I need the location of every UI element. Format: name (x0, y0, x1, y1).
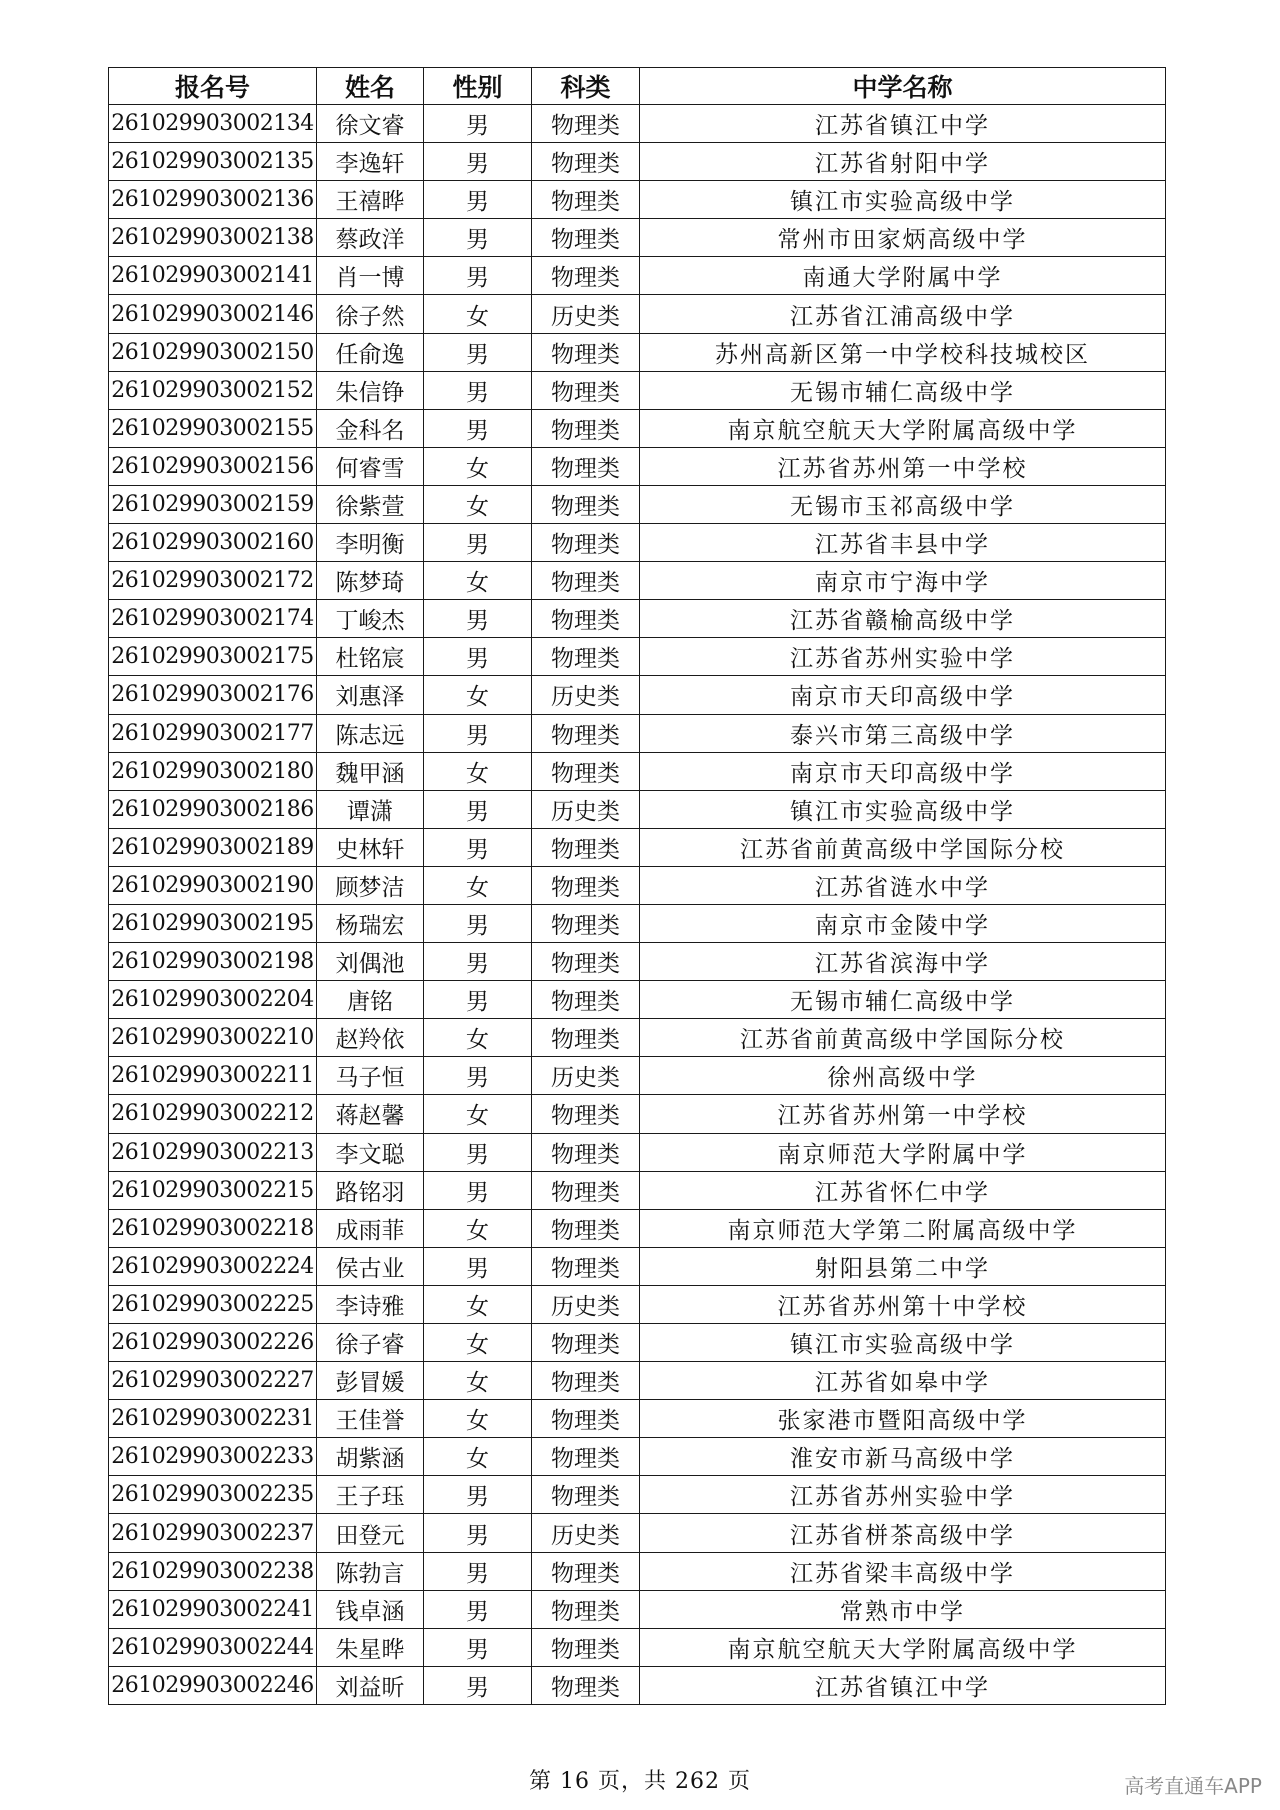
school-name-cell: 江苏省镇江中学 (640, 105, 1166, 143)
table-row (109, 714, 1166, 752)
gender-cell: 男 (424, 181, 532, 219)
admission-roster-table (108, 67, 1166, 1705)
table-row (109, 1666, 1166, 1704)
gender-cell: 男 (424, 1133, 532, 1171)
student-name-cell: 肖一博 (317, 257, 424, 295)
registration-number-cell: 261029903002195 (109, 904, 317, 942)
student-name-cell: 陈勃言 (317, 1552, 424, 1590)
school-name-cell: 南京航空航天大学附属高级中学 (640, 1628, 1166, 1666)
table-row (109, 600, 1166, 638)
table-row (109, 1476, 1166, 1514)
student-name-cell: 徐紫萱 (317, 485, 424, 523)
school-name-cell: 江苏省梁丰高级中学 (640, 1552, 1166, 1590)
table-body (109, 105, 1166, 1705)
student-name-cell: 徐子然 (317, 295, 424, 333)
subject-track-cell: 历史类 (532, 295, 640, 333)
gender-cell: 女 (424, 1324, 532, 1362)
school-name-cell: 射阳县第二中学 (640, 1247, 1166, 1285)
student-name-cell: 蔡政洋 (317, 219, 424, 257)
student-name-cell: 田登元 (317, 1514, 424, 1552)
subject-track-cell: 物理类 (532, 943, 640, 981)
registration-number-cell: 261029903002176 (109, 676, 317, 714)
subject-track-cell: 历史类 (532, 676, 640, 714)
school-name-cell: 江苏省苏州实验中学 (640, 1476, 1166, 1514)
table-row (109, 105, 1166, 143)
header-registration-number: 报名号 (109, 68, 317, 105)
gender-cell: 男 (424, 143, 532, 181)
registration-number-cell: 261029903002152 (109, 371, 317, 409)
subject-track-cell: 物理类 (532, 600, 640, 638)
table-row (109, 981, 1166, 1019)
table-row (109, 524, 1166, 562)
student-name-cell: 刘惠泽 (317, 676, 424, 714)
school-name-cell: 江苏省滨海中学 (640, 943, 1166, 981)
registration-number-cell: 261029903002136 (109, 181, 317, 219)
school-name-cell: 江苏省苏州第一中学校 (640, 447, 1166, 485)
school-name-cell: 江苏省怀仁中学 (640, 1171, 1166, 1209)
table-header (109, 68, 1166, 105)
school-name-cell: 常州市田家炳高级中学 (640, 219, 1166, 257)
registration-number-cell: 261029903002135 (109, 143, 317, 181)
gender-cell: 男 (424, 1057, 532, 1095)
gender-cell: 男 (424, 1590, 532, 1628)
table-row (109, 1590, 1166, 1628)
school-name-cell: 南京师范大学第二附属高级中学 (640, 1209, 1166, 1247)
gender-cell: 女 (424, 1438, 532, 1476)
school-name-cell: 南京市宁海中学 (640, 562, 1166, 600)
student-name-cell: 杜铭宸 (317, 638, 424, 676)
gender-cell: 男 (424, 1514, 532, 1552)
table-row (109, 790, 1166, 828)
registration-number-cell: 261029903002227 (109, 1362, 317, 1400)
subject-track-cell: 物理类 (532, 1095, 640, 1133)
school-name-cell: 江苏省苏州第一中学校 (640, 1095, 1166, 1133)
subject-track-cell: 物理类 (532, 447, 640, 485)
header-row (109, 68, 1166, 105)
school-name-cell: 淮安市新马高级中学 (640, 1438, 1166, 1476)
registration-number-cell: 261029903002224 (109, 1247, 317, 1285)
subject-track-cell: 物理类 (532, 1400, 640, 1438)
registration-number-cell: 261029903002233 (109, 1438, 317, 1476)
gender-cell: 男 (424, 600, 532, 638)
school-name-cell: 江苏省射阳中学 (640, 143, 1166, 181)
registration-number-cell: 261029903002190 (109, 866, 317, 904)
subject-track-cell: 物理类 (532, 257, 640, 295)
registration-number-cell: 261029903002212 (109, 1095, 317, 1133)
table-row (109, 828, 1166, 866)
subject-track-cell: 物理类 (532, 1552, 640, 1590)
school-name-cell: 徐州高级中学 (640, 1057, 1166, 1095)
subject-track-cell: 物理类 (532, 1019, 640, 1057)
school-name-cell: 南京师范大学附属中学 (640, 1133, 1166, 1171)
subject-track-cell: 物理类 (532, 1133, 640, 1171)
gender-cell: 女 (424, 1019, 532, 1057)
school-name-cell: 南通大学附属中学 (640, 257, 1166, 295)
subject-track-cell: 历史类 (532, 1057, 640, 1095)
student-name-cell: 金科名 (317, 409, 424, 447)
gender-cell: 男 (424, 371, 532, 409)
registration-number-cell: 261029903002241 (109, 1590, 317, 1628)
school-name-cell: 南京市金陵中学 (640, 904, 1166, 942)
school-name-cell: 南京市天印高级中学 (640, 676, 1166, 714)
registration-number-cell: 261029903002146 (109, 295, 317, 333)
student-name-cell: 朱星晔 (317, 1628, 424, 1666)
registration-number-cell: 261029903002218 (109, 1209, 317, 1247)
gender-cell: 男 (424, 943, 532, 981)
subject-track-cell: 物理类 (532, 1171, 640, 1209)
subject-track-cell: 物理类 (532, 1666, 640, 1704)
student-name-cell: 马子恒 (317, 1057, 424, 1095)
subject-track-cell: 物理类 (532, 1209, 640, 1247)
subject-track-cell: 物理类 (532, 752, 640, 790)
student-name-cell: 陈梦琦 (317, 562, 424, 600)
gender-cell: 男 (424, 828, 532, 866)
subject-track-cell: 历史类 (532, 790, 640, 828)
table-row (109, 143, 1166, 181)
table-row (109, 1514, 1166, 1552)
student-name-cell: 丁峻杰 (317, 600, 424, 638)
gender-cell: 男 (424, 638, 532, 676)
school-name-cell: 江苏省镇江中学 (640, 1666, 1166, 1704)
table-row (109, 1362, 1166, 1400)
subject-track-cell: 物理类 (532, 1324, 640, 1362)
table-row (109, 1285, 1166, 1323)
table-row (109, 371, 1166, 409)
subject-track-cell: 物理类 (532, 371, 640, 409)
subject-track-cell: 物理类 (532, 485, 640, 523)
registration-number-cell: 261029903002235 (109, 1476, 317, 1514)
subject-track-cell: 物理类 (532, 1476, 640, 1514)
gender-cell: 男 (424, 714, 532, 752)
school-name-cell: 无锡市辅仁高级中学 (640, 371, 1166, 409)
table-row (109, 1019, 1166, 1057)
watermark: 高考直通车APP (1124, 1774, 1262, 1798)
gender-cell: 女 (424, 1095, 532, 1133)
table-row (109, 1095, 1166, 1133)
school-name-cell: 泰兴市第三高级中学 (640, 714, 1166, 752)
page-number: 第 16 页，共 262 页 (529, 1769, 751, 1794)
registration-number-cell: 261029903002225 (109, 1285, 317, 1323)
gender-cell: 男 (424, 1247, 532, 1285)
registration-number-cell: 261029903002141 (109, 257, 317, 295)
subject-track-cell: 物理类 (532, 1590, 640, 1628)
table-row (109, 1171, 1166, 1209)
subject-track-cell: 物理类 (532, 181, 640, 219)
subject-track-cell: 物理类 (532, 143, 640, 181)
gender-cell: 男 (424, 409, 532, 447)
subject-track-cell: 物理类 (532, 219, 640, 257)
registration-number-cell: 261029903002175 (109, 638, 317, 676)
registration-number-cell: 261029903002215 (109, 1171, 317, 1209)
gender-cell: 女 (424, 1285, 532, 1323)
student-name-cell: 赵羚依 (317, 1019, 424, 1057)
student-name-cell: 徐文睿 (317, 105, 424, 143)
subject-track-cell: 物理类 (532, 1628, 640, 1666)
gender-cell: 女 (424, 1209, 532, 1247)
header-subject-track: 科类 (532, 68, 640, 105)
registration-number-cell: 261029903002160 (109, 524, 317, 562)
student-name-cell: 李明衡 (317, 524, 424, 562)
subject-track-cell: 物理类 (532, 714, 640, 752)
school-name-cell: 苏州高新区第一中学校科技城校区 (640, 333, 1166, 371)
gender-cell: 女 (424, 485, 532, 523)
table-row (109, 752, 1166, 790)
registration-number-cell: 261029903002244 (109, 1628, 317, 1666)
gender-cell: 男 (424, 333, 532, 371)
gender-cell: 女 (424, 752, 532, 790)
school-name-cell: 江苏省涟水中学 (640, 866, 1166, 904)
table-row (109, 447, 1166, 485)
student-name-cell: 刘益昕 (317, 1666, 424, 1704)
student-name-cell: 侯古业 (317, 1247, 424, 1285)
school-name-cell: 南京市天印高级中学 (640, 752, 1166, 790)
student-name-cell: 胡紫涵 (317, 1438, 424, 1476)
gender-cell: 男 (424, 790, 532, 828)
student-name-cell: 王禧晔 (317, 181, 424, 219)
gender-cell: 男 (424, 904, 532, 942)
table-row (109, 1057, 1166, 1095)
gender-cell: 男 (424, 219, 532, 257)
registration-number-cell: 261029903002155 (109, 409, 317, 447)
student-name-cell: 成雨菲 (317, 1209, 424, 1247)
gender-cell: 女 (424, 1400, 532, 1438)
registration-number-cell: 261029903002177 (109, 714, 317, 752)
registration-number-cell: 261029903002231 (109, 1400, 317, 1438)
registration-number-cell: 261029903002238 (109, 1552, 317, 1590)
registration-number-cell: 261029903002226 (109, 1324, 317, 1362)
subject-track-cell: 物理类 (532, 1438, 640, 1476)
registration-number-cell: 261029903002134 (109, 105, 317, 143)
registration-number-cell: 261029903002237 (109, 1514, 317, 1552)
table-row (109, 562, 1166, 600)
student-name-cell: 钱卓涵 (317, 1590, 424, 1628)
table-row (109, 1209, 1166, 1247)
school-name-cell: 无锡市玉祁高级中学 (640, 485, 1166, 523)
student-name-cell: 李文聪 (317, 1133, 424, 1171)
subject-track-cell: 物理类 (532, 981, 640, 1019)
subject-track-cell: 历史类 (532, 1514, 640, 1552)
school-name-cell: 江苏省丰县中学 (640, 524, 1166, 562)
gender-cell: 男 (424, 981, 532, 1019)
subject-track-cell: 物理类 (532, 409, 640, 447)
gender-cell: 女 (424, 1362, 532, 1400)
registration-number-cell: 261029903002213 (109, 1133, 317, 1171)
gender-cell: 女 (424, 676, 532, 714)
school-name-cell: 常熟市中学 (640, 1590, 1166, 1628)
student-name-cell: 王佳誉 (317, 1400, 424, 1438)
gender-cell: 女 (424, 562, 532, 600)
registration-number-cell: 261029903002211 (109, 1057, 317, 1095)
registration-number-cell: 261029903002172 (109, 562, 317, 600)
registration-number-cell: 261029903002174 (109, 600, 317, 638)
table-row (109, 904, 1166, 942)
table-row (109, 866, 1166, 904)
registration-number-cell: 261029903002159 (109, 485, 317, 523)
subject-track-cell: 物理类 (532, 638, 640, 676)
student-name-cell: 蒋赵馨 (317, 1095, 424, 1133)
student-name-cell: 路铭羽 (317, 1171, 424, 1209)
gender-cell: 男 (424, 1666, 532, 1704)
school-name-cell: 江苏省苏州实验中学 (640, 638, 1166, 676)
table-row (109, 1438, 1166, 1476)
student-name-cell: 唐铭 (317, 981, 424, 1019)
student-name-cell: 何睿雪 (317, 447, 424, 485)
gender-cell: 男 (424, 257, 532, 295)
table-row (109, 257, 1166, 295)
gender-cell: 女 (424, 866, 532, 904)
registration-number-cell: 261029903002150 (109, 333, 317, 371)
subject-track-cell: 历史类 (532, 1285, 640, 1323)
table-row (109, 409, 1166, 447)
subject-track-cell: 物理类 (532, 562, 640, 600)
subject-track-cell: 物理类 (532, 105, 640, 143)
school-name-cell: 江苏省苏州第十中学校 (640, 1285, 1166, 1323)
table-row (109, 181, 1166, 219)
subject-track-cell: 物理类 (532, 1247, 640, 1285)
student-name-cell: 彭冒媛 (317, 1362, 424, 1400)
student-name-cell: 李诗雅 (317, 1285, 424, 1323)
registration-number-cell: 261029903002138 (109, 219, 317, 257)
registration-number-cell: 261029903002246 (109, 1666, 317, 1704)
table-row (109, 1133, 1166, 1171)
header-gender: 性别 (424, 68, 532, 105)
gender-cell: 男 (424, 1476, 532, 1514)
subject-track-cell: 物理类 (532, 828, 640, 866)
table-row (109, 1552, 1166, 1590)
school-name-cell: 江苏省前黄高级中学国际分校 (640, 1019, 1166, 1057)
school-name-cell: 江苏省栟茶高级中学 (640, 1514, 1166, 1552)
student-name-cell: 杨瑞宏 (317, 904, 424, 942)
student-name-cell: 顾梦洁 (317, 866, 424, 904)
registration-number-cell: 261029903002204 (109, 981, 317, 1019)
school-name-cell: 镇江市实验高级中学 (640, 181, 1166, 219)
student-name-cell: 任俞逸 (317, 333, 424, 371)
school-name-cell: 张家港市暨阳高级中学 (640, 1400, 1166, 1438)
registration-number-cell: 261029903002210 (109, 1019, 317, 1057)
school-name-cell: 南京航空航天大学附属高级中学 (640, 409, 1166, 447)
subject-track-cell: 物理类 (532, 333, 640, 371)
table-row (109, 219, 1166, 257)
student-name-cell: 刘偶池 (317, 943, 424, 981)
student-name-cell: 李逸轩 (317, 143, 424, 181)
student-name-cell: 谭潇 (317, 790, 424, 828)
subject-track-cell: 物理类 (532, 524, 640, 562)
school-name-cell: 无锡市辅仁高级中学 (640, 981, 1166, 1019)
gender-cell: 女 (424, 295, 532, 333)
header-school-name: 中学名称 (640, 68, 1166, 105)
school-name-cell: 江苏省赣榆高级中学 (640, 600, 1166, 638)
registration-number-cell: 261029903002189 (109, 828, 317, 866)
subject-track-cell: 物理类 (532, 866, 640, 904)
student-name-cell: 魏甲涵 (317, 752, 424, 790)
table-row (109, 676, 1166, 714)
gender-cell: 男 (424, 1171, 532, 1209)
gender-cell: 男 (424, 524, 532, 562)
table-row (109, 943, 1166, 981)
student-name-cell: 朱信铮 (317, 371, 424, 409)
header-name: 姓名 (317, 68, 424, 105)
gender-cell: 男 (424, 105, 532, 143)
student-name-cell: 徐子睿 (317, 1324, 424, 1362)
table-row (109, 1628, 1166, 1666)
gender-cell: 男 (424, 1552, 532, 1590)
school-name-cell: 镇江市实验高级中学 (640, 1324, 1166, 1362)
school-name-cell: 江苏省前黄高级中学国际分校 (640, 828, 1166, 866)
table-row (109, 1247, 1166, 1285)
gender-cell: 男 (424, 1628, 532, 1666)
table-row (109, 1400, 1166, 1438)
registration-number-cell: 261029903002156 (109, 447, 317, 485)
gender-cell: 女 (424, 447, 532, 485)
subject-track-cell: 物理类 (532, 1362, 640, 1400)
school-name-cell: 江苏省江浦高级中学 (640, 295, 1166, 333)
registration-number-cell: 261029903002180 (109, 752, 317, 790)
table-row (109, 295, 1166, 333)
registration-number-cell: 261029903002186 (109, 790, 317, 828)
student-name-cell: 史林轩 (317, 828, 424, 866)
school-name-cell: 江苏省如皋中学 (640, 1362, 1166, 1400)
registration-number-cell: 261029903002198 (109, 943, 317, 981)
student-name-cell: 陈志远 (317, 714, 424, 752)
subject-track-cell: 物理类 (532, 904, 640, 942)
table-row (109, 1324, 1166, 1362)
table-row (109, 638, 1166, 676)
table-row (109, 333, 1166, 371)
student-name-cell: 王子珏 (317, 1476, 424, 1514)
table-row (109, 485, 1166, 523)
school-name-cell: 镇江市实验高级中学 (640, 790, 1166, 828)
